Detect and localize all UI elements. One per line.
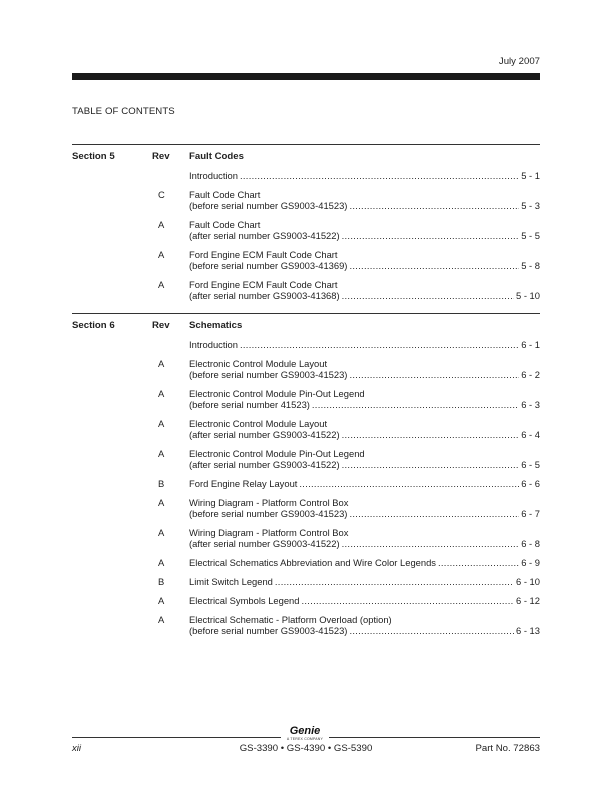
rev-column-header: Rev — [152, 151, 170, 162]
entry-body — [189, 339, 540, 350]
logo-brand: Genie — [289, 725, 321, 737]
entry-page-number: 6 - 13 — [516, 625, 540, 636]
dot-leader — [438, 557, 519, 568]
entry-page-number: 6 - 7 — [521, 508, 540, 519]
entry-title: Wiring Diagram - Platform Control Box — [189, 527, 349, 538]
logo-tagline: A TEREX COMPANY — [286, 737, 324, 741]
entry-body — [189, 478, 540, 489]
dot-leader — [342, 429, 520, 440]
entry-body — [189, 527, 540, 549]
entry-revision: A — [158, 418, 165, 429]
entry-line — [189, 625, 540, 636]
dot-leader — [301, 595, 514, 606]
entry-body — [189, 219, 540, 241]
entry-title: (before serial number GS9003-41523) — [189, 369, 348, 380]
entry-line — [189, 339, 540, 350]
entry-page-number: 6 - 8 — [521, 538, 540, 549]
section-title: Schematics — [189, 320, 243, 331]
entry-title: Ford Engine ECM Fault Code Chart — [189, 249, 338, 260]
entry-revision: A — [158, 279, 165, 290]
entry-body — [189, 614, 540, 636]
entry-line — [189, 508, 540, 519]
entry-revision: A — [158, 219, 165, 230]
entry-line — [189, 478, 540, 489]
dot-leader — [349, 625, 514, 636]
entry-body — [189, 557, 540, 568]
entry-title: Fault Code Chart — [189, 189, 261, 200]
document-title: TABLE OF CONTENTS — [72, 106, 175, 117]
dot-leader — [349, 369, 519, 380]
entry-title: (before serial number GS9003-41369) — [189, 260, 348, 271]
entry-title: Fault Code Chart — [189, 219, 261, 230]
entry-page-number: 6 - 9 — [521, 557, 540, 568]
entry-title: Electronic Control Module Layout — [189, 358, 328, 369]
entry-line — [189, 189, 540, 200]
dot-leader — [342, 538, 520, 549]
entry-line — [189, 260, 540, 271]
rev-column-header: Rev — [152, 320, 170, 331]
entry-title: (before serial number GS9003-41523) — [189, 200, 348, 211]
dot-leader — [342, 459, 520, 470]
entry-line — [189, 448, 540, 459]
entry-title: Electronic Control Module Layout — [189, 418, 328, 429]
dot-leader — [240, 339, 519, 350]
entry-title: Introduction — [189, 339, 238, 350]
entry-title: (after serial number GS9003-41522) — [189, 429, 340, 440]
entry-title: (before serial number 41523) — [189, 399, 310, 410]
entry-line — [189, 219, 540, 230]
entry-page-number: 5 - 10 — [516, 290, 540, 301]
entry-title: Electronic Control Module Pin-Out Legend — [189, 388, 365, 399]
entry-title: (after serial number GS9003-41522) — [189, 230, 340, 241]
entry-line — [189, 418, 540, 429]
entry-body — [189, 388, 540, 410]
entry-page-number: 6 - 4 — [521, 429, 540, 440]
entry-title: Limit Switch Legend — [189, 576, 273, 587]
entry-revision: C — [158, 189, 165, 200]
entry-title: (before serial number GS9003-41523) — [189, 625, 348, 636]
dot-leader — [275, 576, 514, 587]
entry-line — [189, 358, 540, 369]
dot-leader — [349, 260, 519, 271]
entry-revision: A — [158, 249, 165, 260]
entry-title: Ford Engine ECM Fault Code Chart — [189, 279, 338, 290]
entry-revision: A — [158, 527, 165, 538]
section-title: Fault Codes — [189, 151, 244, 162]
entry-title: Wiring Diagram - Platform Control Box — [189, 497, 349, 508]
entry-line — [189, 388, 540, 399]
footer-page-number: xii — [72, 743, 82, 754]
entry-line — [189, 614, 540, 625]
entry-title: Electrical Schematic - Platform Overload (option) — [189, 614, 392, 625]
entry-line — [189, 557, 540, 568]
entry-revision: A — [158, 595, 165, 606]
entry-revision: A — [158, 388, 165, 399]
entry-line — [189, 399, 540, 410]
entry-line — [189, 249, 540, 260]
dot-leader — [342, 290, 514, 301]
entry-revision: A — [158, 448, 165, 459]
entry-revision: B — [158, 576, 165, 587]
entry-line — [189, 497, 540, 508]
entry-title: Electrical Symbols Legend — [189, 595, 300, 606]
section-label: Section 5 — [72, 151, 115, 162]
entry-line — [189, 595, 540, 606]
entry-title: Electrical Schematics Abbreviation and Wire Color Legends — [189, 557, 436, 568]
entry-title: (after serial number GS9003-41522) — [189, 538, 340, 549]
entry-title: (after serial number GS9003-41368) — [189, 290, 340, 301]
entry-page-number: 5 - 3 — [521, 200, 540, 211]
entry-revision: A — [158, 358, 165, 369]
entry-line — [189, 527, 540, 538]
entry-title: Electronic Control Module Pin-Out Legend — [189, 448, 365, 459]
entry-body — [189, 448, 540, 470]
entry-body — [189, 576, 540, 587]
entry-body — [189, 249, 540, 271]
entry-page-number: 6 - 3 — [521, 399, 540, 410]
entry-line — [189, 576, 540, 587]
entry-body — [189, 189, 540, 211]
dot-leader — [349, 200, 519, 211]
entry-line — [189, 230, 540, 241]
dot-leader — [342, 230, 520, 241]
entry-body — [189, 418, 540, 440]
entry-line — [189, 429, 540, 440]
entry-page-number: 6 - 1 — [521, 339, 540, 350]
header-date: July 2007 — [498, 56, 540, 67]
entry-body — [189, 170, 540, 181]
entry-body — [189, 279, 540, 301]
entry-line — [189, 279, 540, 290]
entry-page-number: 5 - 1 — [521, 170, 540, 181]
entry-line — [189, 369, 540, 380]
entry-page-number: 6 - 6 — [521, 478, 540, 489]
section-rule — [72, 144, 540, 145]
entry-page-number: 6 - 5 — [521, 459, 540, 470]
section-rule — [72, 313, 540, 314]
dot-leader — [240, 170, 519, 181]
section-label: Section 6 — [72, 320, 115, 331]
entry-page-number: 5 - 5 — [521, 230, 540, 241]
entry-revision: A — [158, 557, 165, 568]
entry-title: Ford Engine Relay Layout — [189, 478, 298, 489]
footer-part-number: Part No. 72863 — [475, 743, 540, 754]
entry-title: (after serial number GS9003-41522) — [189, 459, 340, 470]
entry-title: Introduction — [189, 170, 238, 181]
entry-revision: A — [158, 497, 165, 508]
entry-revision: A — [158, 614, 165, 625]
entry-body — [189, 497, 540, 519]
entry-line — [189, 538, 540, 549]
entry-body — [189, 358, 540, 380]
footer-models: GS-3390 • GS-4390 • GS-5390 — [239, 743, 373, 754]
dot-leader — [349, 508, 519, 519]
entry-title: (before serial number GS9003-41523) — [189, 508, 348, 519]
entry-body — [189, 595, 540, 606]
entry-line — [189, 170, 540, 181]
dot-leader — [312, 399, 519, 410]
entry-page-number: 6 - 12 — [516, 595, 540, 606]
entry-line — [189, 459, 540, 470]
entry-revision: B — [158, 478, 165, 489]
entry-line — [189, 290, 540, 301]
entry-page-number: 6 - 2 — [521, 369, 540, 380]
entry-page-number: 6 - 10 — [516, 576, 540, 587]
entry-page-number: 5 - 8 — [521, 260, 540, 271]
header-rule — [72, 73, 540, 80]
entry-line — [189, 200, 540, 211]
dot-leader — [299, 478, 519, 489]
